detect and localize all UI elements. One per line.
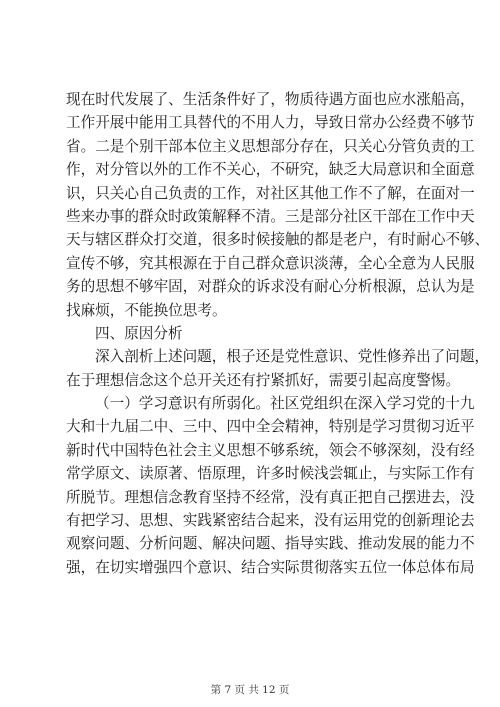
text-line: 天与辖区群众打交道，很多时候接触的都是老户，有时耐心不够、 — [66, 231, 490, 249]
text-line: 务的思想不够牢固，对群众的诉求没有耐心分析根源，总认为是 — [66, 278, 475, 296]
text-line: 新时代中国特色社会主义思想不够系统，领会不够深刻，没有经 — [66, 441, 475, 459]
text-line: 大和十九届二中、三中、四中全会精神，特别是学习贯彻习近平 — [66, 418, 475, 436]
text-line: 找麻烦，不能换位思考。 — [66, 301, 227, 319]
text-line: 省。二是个别干部本位主义思想部分存在，只关心分管负责的工 — [66, 137, 475, 155]
text-line: （一）学习意识有所弱化。社区党组织在深入学习党的十九 — [95, 395, 475, 413]
text-line: 常学原文、读原著、悟原理，许多时候浅尝辄止，与实际工作有 — [66, 465, 475, 483]
text-line: 宣传不够，究其根源在于自己群众意识淡薄，全心全意为人民服 — [66, 254, 475, 272]
text-line: 强，在切实增强四个意识、结合实际贯彻落实五位一体总体布局 — [66, 558, 475, 576]
text-line: 现在时代发展了、生活条件好了，物质待遇方面也应水涨船高， — [66, 91, 475, 108]
text-line: 些来办事的群众时政策解释不清。三是部分社区干部在工作中天 — [66, 207, 475, 225]
text-line: 识，只关心自己负责的工作，对社区其他工作不了解，在面对一 — [66, 184, 475, 202]
document-body — [66, 88, 490, 579]
text-line: 作，对分管以外的工作不关心，不研究，缺乏大局意识和全面意 — [66, 161, 475, 179]
text-line: 工作开展中能用工具替代的不用人力，导致日常办公经费不够节 — [66, 114, 475, 132]
text-line: 所脱节。理想信念教育坚持不经常，没有真正把自己摆进去，没 — [66, 488, 475, 506]
text-line: 观察问题、分析问题、解决问题、指导实践、推动发展的能力不 — [66, 535, 475, 553]
text-line: 在于理想信念这个总开关还有拧紧抓好，需要引起高度警惕。 — [66, 371, 461, 389]
page-number-footer: 第 7 页 共 12 页 — [210, 684, 290, 696]
section-heading: 四、原因分析 — [95, 324, 183, 342]
text-line: 有把学习、思想、实践紧密结合起来，没有运用党的创新理论去 — [66, 512, 475, 530]
text-line: 深入剖析上述问题，根子还是党性意识、党性修养出了问题， — [95, 348, 490, 366]
